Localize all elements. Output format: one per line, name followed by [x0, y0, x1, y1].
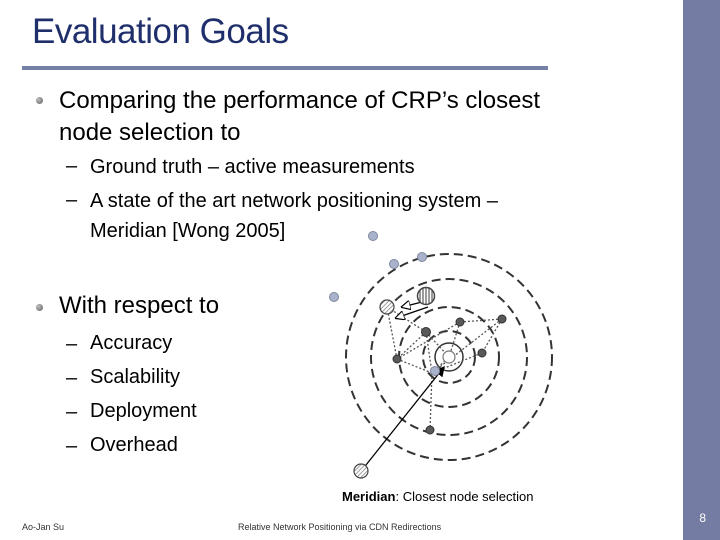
subitem-ground-truth: Ground truth – active measurements	[90, 156, 415, 178]
dash-marker: –	[66, 333, 78, 355]
bullet-1-line-2: node selection to	[59, 119, 241, 146]
dash-marker: –	[66, 155, 78, 177]
page-number: 8	[699, 511, 706, 525]
dash-marker: –	[66, 401, 78, 423]
subitem-deployment: Deployment	[90, 400, 197, 422]
subitem-accuracy: Accuracy	[90, 332, 173, 354]
bullet-2-line-1: With respect to	[59, 292, 220, 319]
bullet-1-line-1: Comparing the performance of CRP’s closest	[59, 87, 541, 114]
footer-title: Relative Network Positioning via CDN Redirections	[238, 522, 442, 532]
title-underline	[22, 66, 548, 70]
dash-marker: –	[66, 435, 78, 457]
hatched-node	[380, 300, 394, 314]
dark-nodes	[393, 315, 506, 434]
client-node	[354, 464, 368, 478]
bullet-icon	[36, 97, 43, 104]
subitem-meridian-ref: Meridian [Wong 2005]	[90, 220, 286, 242]
subitem-scalability: Scalability	[90, 366, 181, 388]
probe-arrow	[396, 307, 428, 318]
meridian-diagram	[320, 225, 570, 485]
subitem-overhead: Overhead	[90, 434, 178, 456]
diagram-caption	[342, 489, 534, 504]
footer-author: Ao-Jan Su	[22, 522, 65, 532]
subitem-network-positioning: A state of the art network positioning system –	[90, 190, 498, 212]
dotted-links	[387, 307, 502, 430]
query-arrow	[362, 367, 444, 470]
side-accent-bar	[683, 0, 720, 540]
target-node	[443, 351, 455, 363]
dash-marker: –	[66, 189, 78, 211]
caption-text: : Closest node selection	[395, 489, 534, 504]
meridian-node	[418, 288, 435, 305]
dash-marker: –	[66, 367, 78, 389]
bullet-icon	[36, 304, 43, 311]
caption-label: Meridian	[342, 489, 396, 504]
slide-title: Evaluation Goals	[32, 12, 289, 51]
